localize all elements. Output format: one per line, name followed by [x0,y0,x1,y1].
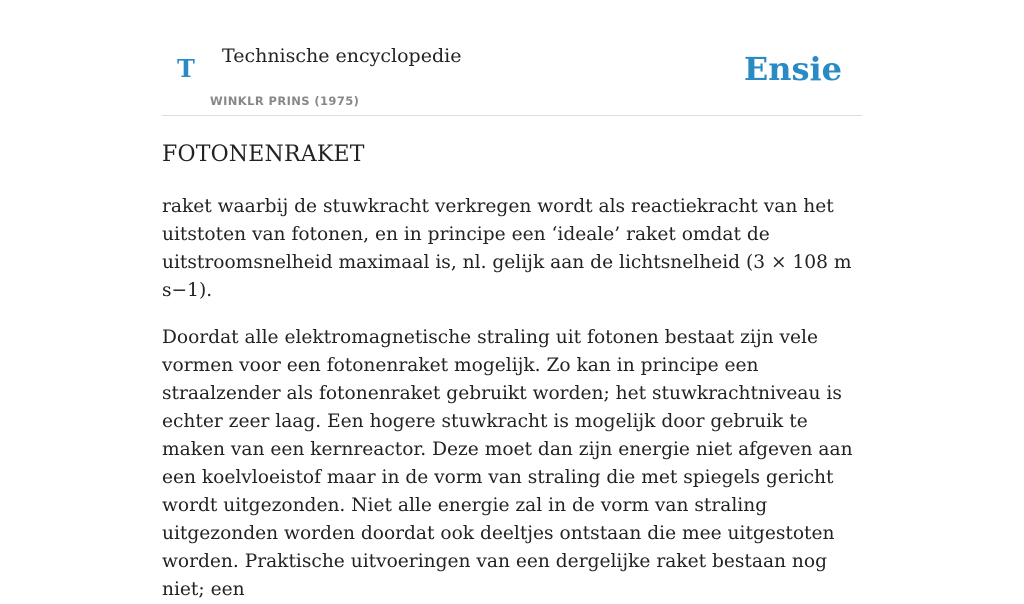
page [162,0,862,604]
encyclopedia-title[interactable]: Technische encyclopedie [222,45,462,67]
article-paragraph: raket waarbij de stuwkracht verkregen wordt als reactiekracht van het uitstoten van fotonen, en in principe een ‘ideale’ raket omdat de uitstroomsnelheid maximaal is, nl. gelijk aan de lichtsnelheid (3 × 108 m s−1). [162,196,852,301]
header [162,0,862,116]
article-title: FOTONENRAKET [162,142,365,167]
encyclopedia-source: WINKLR PRINS (1975) [210,94,360,108]
category-logo[interactable]: T [177,54,195,83]
brand-logo-link[interactable]: Ensie [743,50,842,88]
article-paragraph: Doordat alle elektromagnetische straling uit fotonen bestaat zijn vele vormen voor een fotonenraket mogelijk. Zo kan in principe een straalzender als fotonenraket gebruikt worden; het stuwkrachtniveau is echter zeer laag. Een hogere stuwkracht is mogelijk door gebruik te maken van een kernreactor. Deze moet dan zijn energie niet afgeven aan een koelvloeistof maar in de vorm van straling die met spiegels gericht wordt uitgezonden. Niet alle energie zal in de vorm van straling uitgezonden worden doordat ook deeltjes ontstaan die mee uitgestoten worden. Praktische uitvoeringen van een dergelijke raket bestaan nog niet; een [162,327,853,600]
